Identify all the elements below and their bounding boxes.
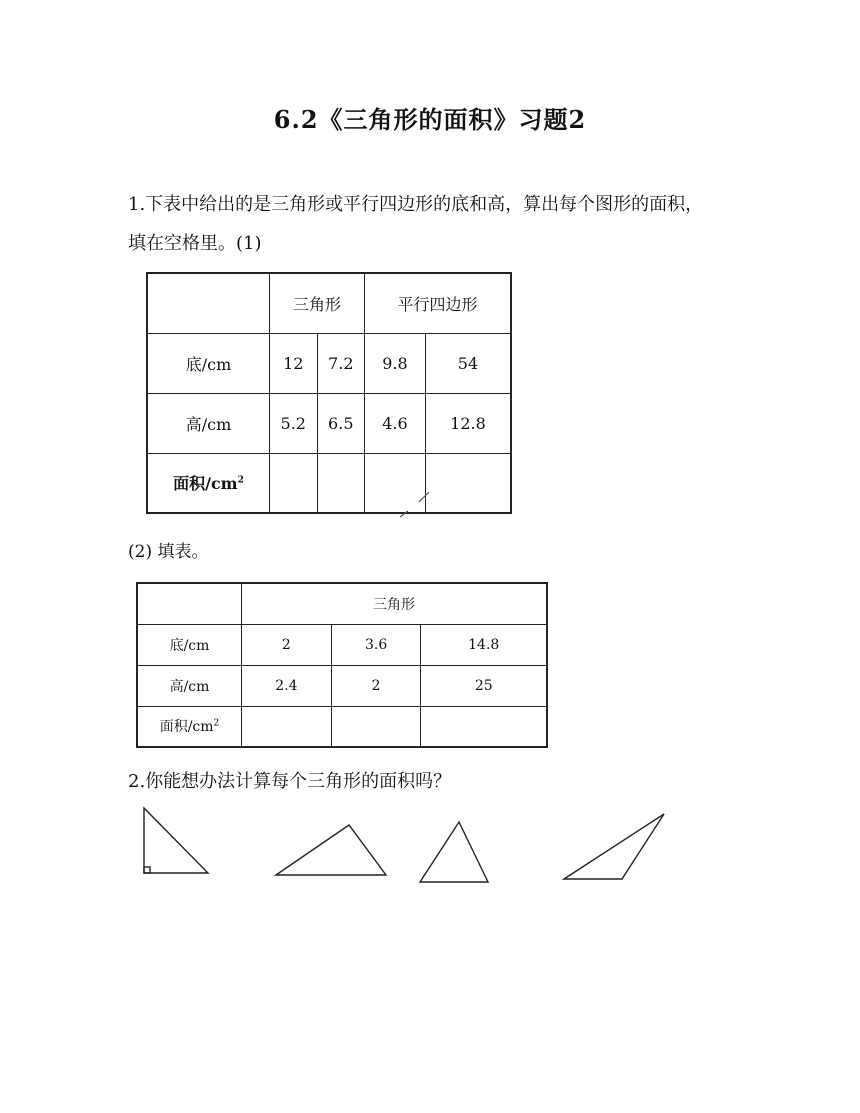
table-cell: 7.2: [317, 333, 365, 393]
answer-cell: [317, 453, 365, 513]
table-header-row: [147, 273, 511, 333]
row-label-height: 高/cm: [147, 393, 270, 453]
area-label-superscript: 2: [237, 475, 244, 486]
row-label-base: 底/cm: [147, 333, 270, 393]
right-angle-marker: [144, 867, 150, 873]
header-triangle: 三角形: [270, 273, 365, 333]
table-row-area: [137, 706, 547, 747]
empty-corner-cell: [147, 273, 270, 333]
right-triangle: [144, 808, 208, 873]
answer-cell: [421, 706, 547, 747]
question-1-text: 1.下表中给出的是三角形或平行四边形的底和高，算出每个图形的面积，: [128, 194, 704, 215]
question-1-text-continued: 填在空格里。(1): [128, 233, 262, 254]
row-label-area: [147, 453, 270, 513]
page-title: 6.2《三角形的面积》习题2: [273, 105, 587, 134]
table-cell: 2: [242, 624, 332, 665]
table-row: [147, 333, 511, 393]
table-row-area: [147, 453, 511, 513]
table-cell: 2: [331, 665, 421, 706]
acute-triangle-tall: [420, 822, 488, 882]
table-cell: 12.8: [425, 393, 511, 453]
acute-triangle-wide: [276, 825, 386, 875]
table-cell: 25: [421, 665, 547, 706]
table-cell: 12: [270, 333, 318, 393]
table-cell: 9.8: [365, 333, 426, 393]
row-label-height: 高/cm: [137, 665, 242, 706]
table-header-row: [137, 583, 547, 624]
table-row: [137, 665, 547, 706]
table-row: [137, 624, 547, 665]
table-row: [147, 393, 511, 453]
triangles-figure: [0, 800, 860, 900]
answer-cell: [365, 453, 426, 513]
table-cell: 14.8: [421, 624, 547, 665]
answer-cell: [331, 706, 421, 747]
area-label-text: 面积/cm: [159, 719, 214, 736]
table-cell: 2.4: [242, 665, 332, 706]
empty-corner-cell: [137, 583, 242, 624]
obtuse-triangle: [564, 814, 664, 879]
header-parallelogram: 平行四边形: [365, 273, 511, 333]
answer-cell: [270, 453, 318, 513]
table-base-height-area: [146, 272, 512, 514]
table-cell: 3.6: [331, 624, 421, 665]
area-label-superscript: 2: [213, 718, 220, 729]
table-cell: 6.5: [317, 393, 365, 453]
question-2-text: 2.你能想办法计算每个三角形的面积吗？: [128, 771, 452, 792]
part-2-label: (2) 填表。: [128, 542, 209, 562]
table-triangle-area: [136, 582, 548, 748]
row-label-base: 底/cm: [137, 624, 242, 665]
table-cell: 5.2: [270, 393, 318, 453]
answer-cell: [425, 453, 511, 513]
header-triangle: 三角形: [242, 583, 548, 624]
row-label-area: [137, 706, 242, 747]
area-label-text: 面积/cm: [173, 474, 238, 494]
answer-cell: [242, 706, 332, 747]
table-cell: 4.6: [365, 393, 426, 453]
table-cell: 54: [425, 333, 511, 393]
